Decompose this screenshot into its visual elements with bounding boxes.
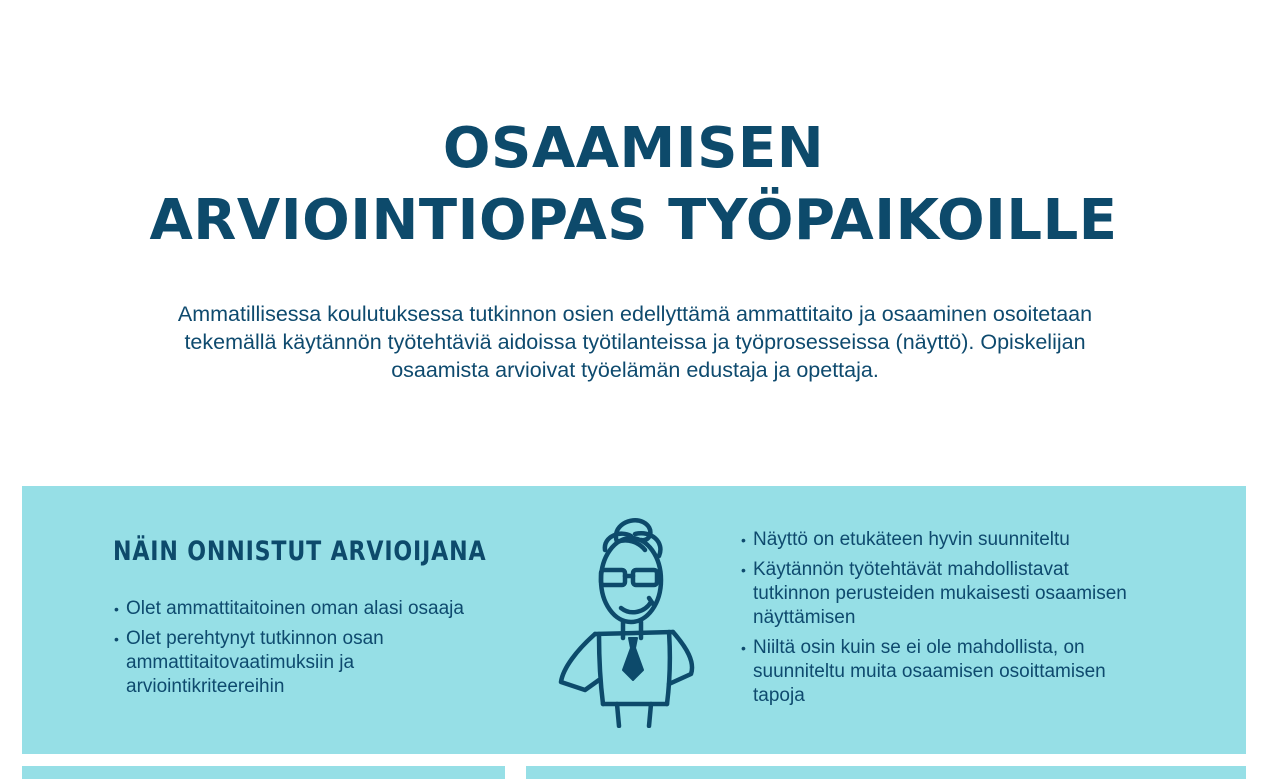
list-item: • Näyttö on etukäteen hyvin suunniteltu [742, 528, 1137, 552]
panel-heading: NÄIN ONNISTUT ARVIOIJANA [113, 536, 487, 567]
bottom-left-panel [22, 766, 505, 779]
bottom-right-panel [526, 766, 1246, 779]
right-bullet-list [742, 528, 1137, 714]
list-item: • Niiltä osin kuin se ei ole mahdollista, on suunniteltu muita osaamisen osoittamisen tapoja [742, 636, 1137, 708]
assessor-tips-panel [22, 486, 1246, 754]
list-item: • Käytännön työtehtävät mahdollistavat tutkinnon perusteiden mukaisesti osaamisen näyttämisen [742, 558, 1137, 630]
list-item: • Olet ammattitaitoinen oman alasi osaaja [115, 597, 515, 621]
list-item: • Olet perehtynyt tutkinnon osan ammattitaitovaatimuksiin ja arviointikriteereihin [115, 627, 515, 699]
left-bullet-list [115, 597, 515, 705]
page-title-line-2: ARVIOINTIOPAS TYÖPAIKOILLE [149, 188, 1118, 253]
page-title-line-1: OSAAMISEN [442, 116, 825, 181]
assessor-character-icon [555, 512, 695, 728]
page-title [0, 113, 1267, 257]
intro-paragraph: Ammatillisessa koulutuksessa tutkinnon osien edellyttämä ammattitaito ja osaaminen osoitetaan tekemällä käytännön työtehtäviä aidoissa työtilanteissa ja työprosesseissa (näyttö). Opiskelijan osaamista arvioivat työelämän edustaja ja opettaja. [177, 302, 1093, 382]
